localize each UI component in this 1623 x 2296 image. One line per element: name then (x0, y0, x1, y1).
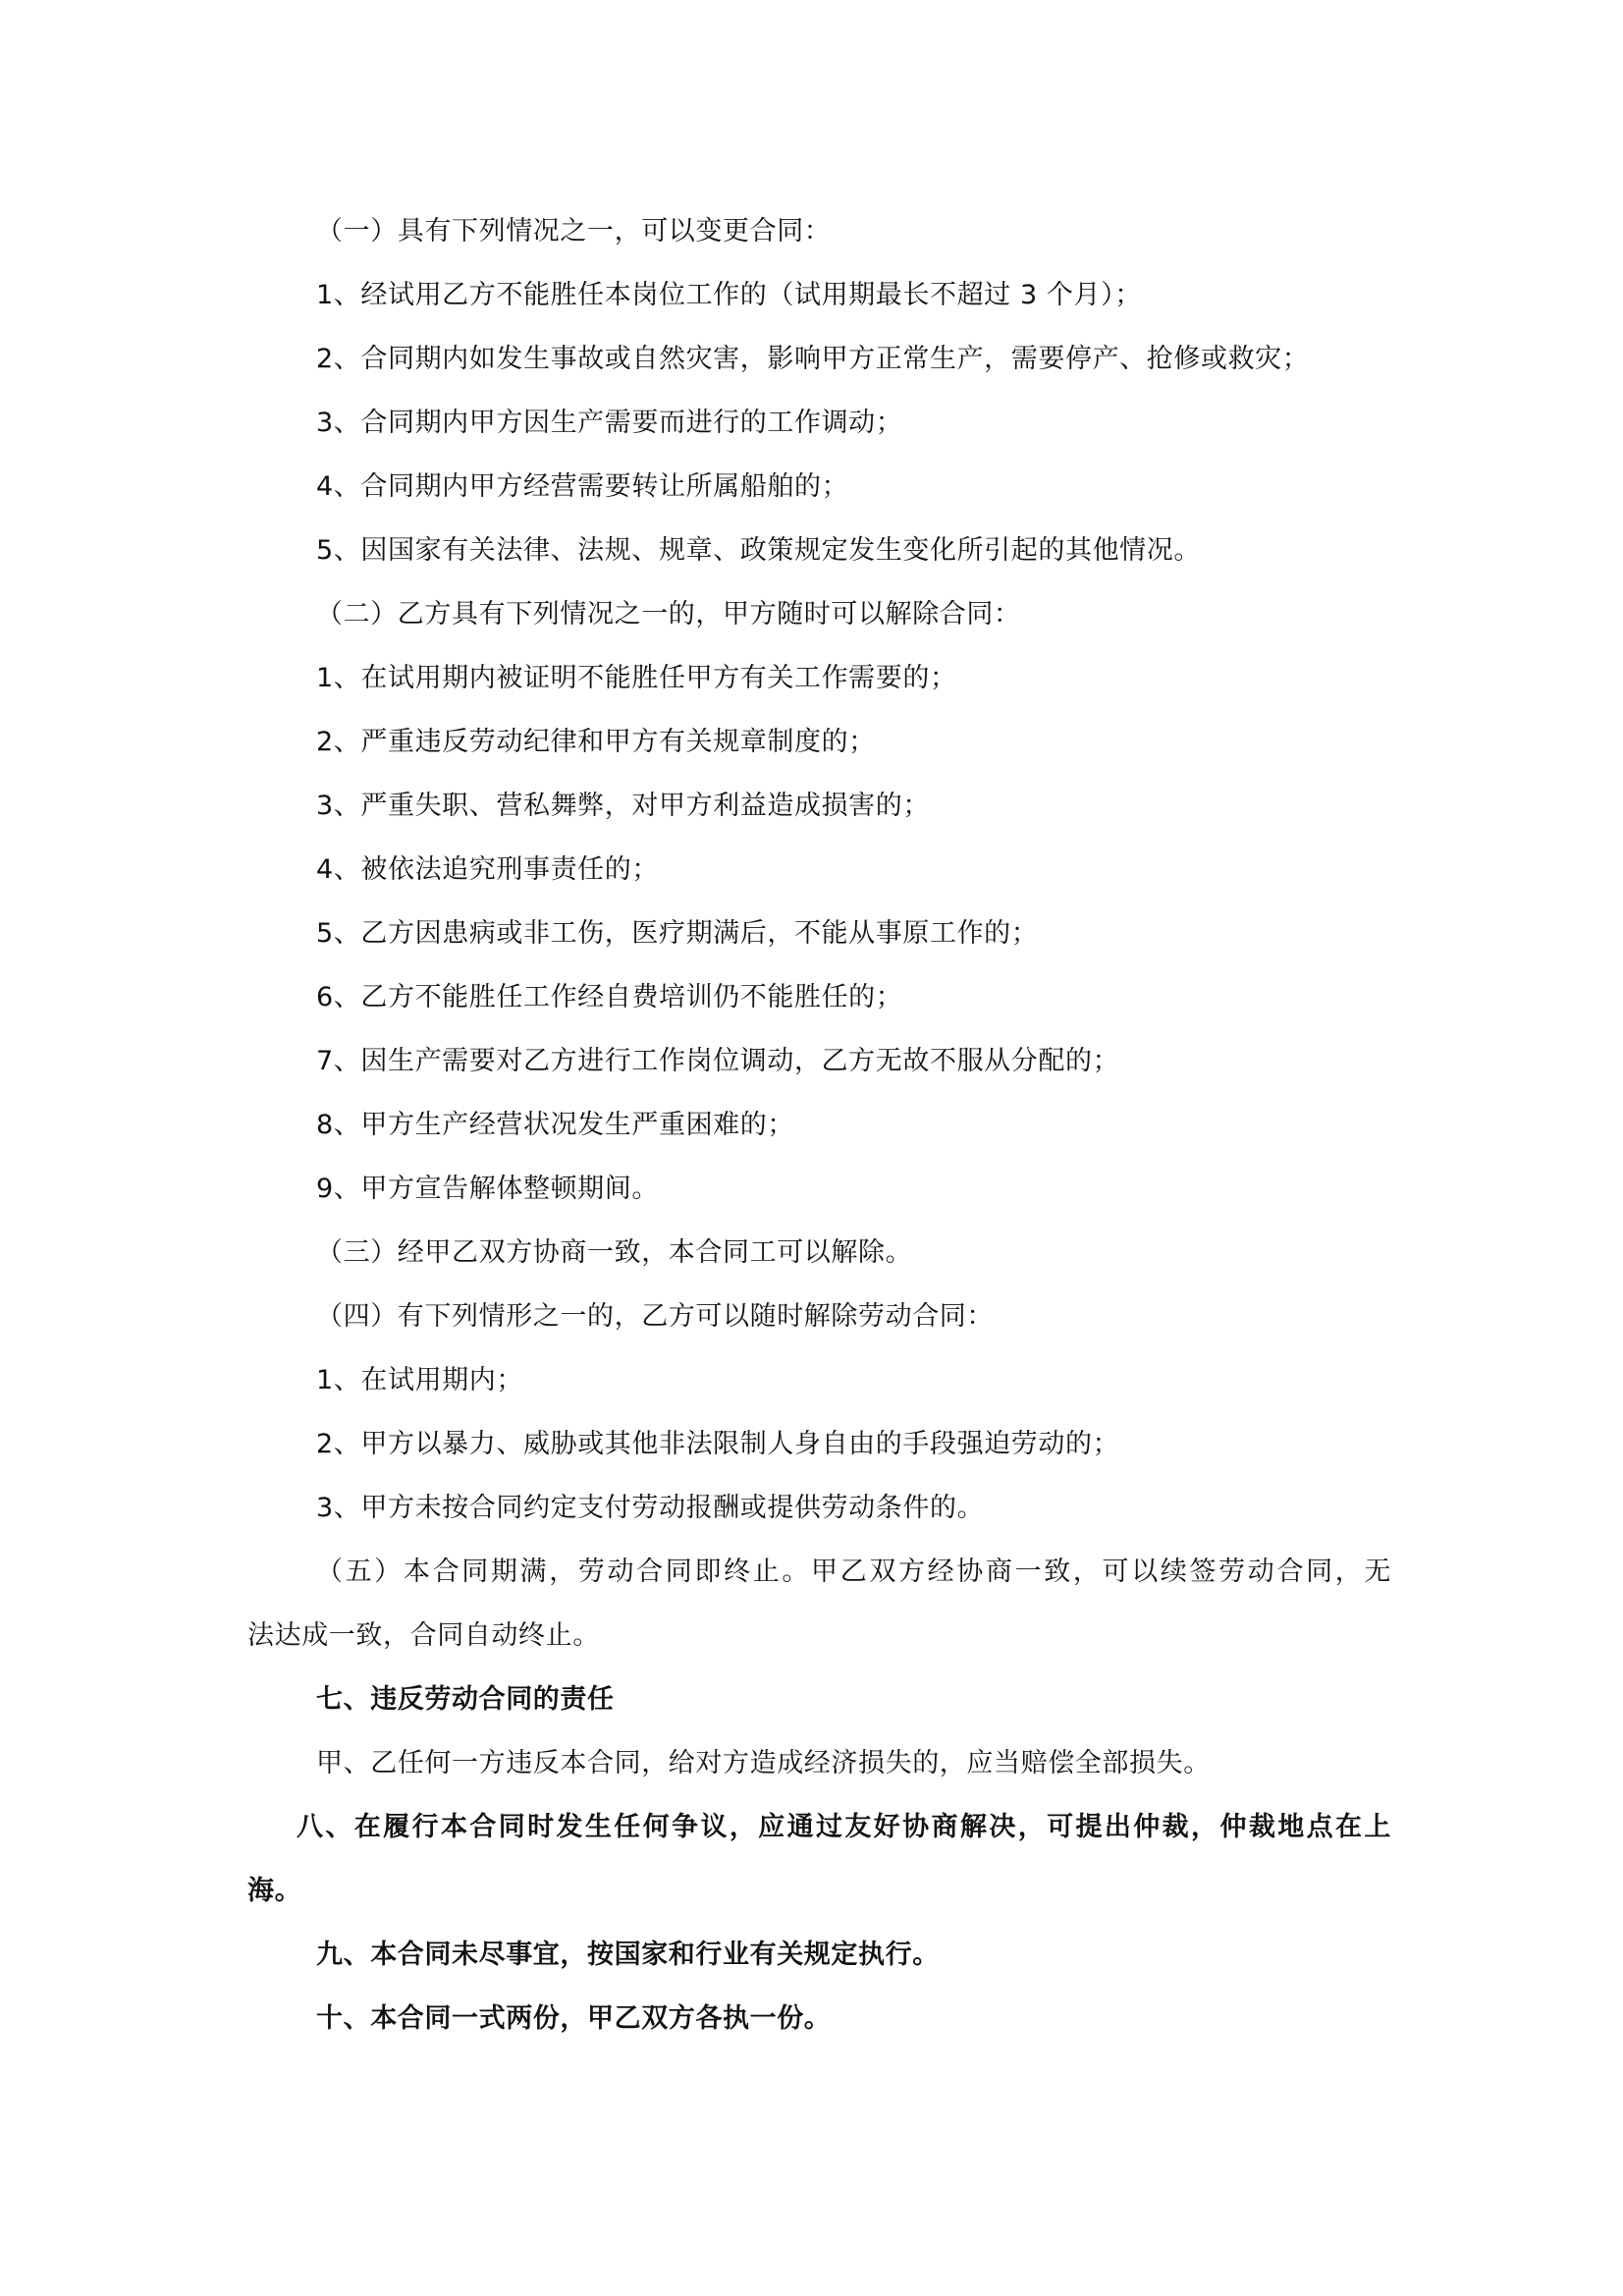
section-4-item-1: 1、在试用期内； (316, 1365, 523, 1395)
section-5-line-2: 法达成一致，合同自动终止。 (247, 1620, 600, 1651)
section-3-heading: （三）经甲乙双方协商一致，本合同工可以解除。 (316, 1237, 913, 1268)
section-2-item-9: 9、甲方宣告解体整顿期间。 (316, 1174, 659, 1204)
section-1-item-5: 5、因国家有关法律、法规、规章、政策规定发生变化所引起的其他情况。 (316, 535, 1201, 566)
section-2-item-4: 4、被依法追究刑事责任的； (316, 854, 659, 885)
section-2-item-2: 2、严重违反劳动纪律和甲方有关规章制度的； (316, 727, 876, 757)
article-9: 九、本合同未尽事宜，按国家和行业有关规定执行。 (316, 1940, 940, 1970)
section-2-item-5: 5、乙方因患病或非工伤，医疗期满后，不能从事原工作的； (316, 918, 1039, 949)
article-7-text: 甲、乙任何一方违反本合同，给对方造成经济损失的，应当赔偿全部损失。 (316, 1748, 1211, 1778)
article-8-line-1: 八、在履行本合同时发生任何争议，应通过友好协商解决，可提出仲裁，仲裁地点在上 (297, 1812, 1391, 1842)
section-1-heading: （一）具有下列情况之一，可以变更合同： (316, 216, 832, 246)
section-2-item-8: 8、甲方生产经营状况发生严重困难的； (316, 1110, 794, 1140)
article-10: 十、本合同一式两份，甲乙双方各执一份。 (316, 2003, 832, 2034)
article-8-line-2: 海。 (247, 1876, 302, 1906)
section-2-item-3: 3、严重失职、营私舞弊，对甲方利益造成损害的； (316, 791, 930, 821)
section-4-item-3: 3、甲方未按合同约定支付劳动报酬或提供劳动条件的。 (316, 1493, 985, 1523)
section-1-item-4: 4、合同期内甲方经营需要转让所属船舶的； (316, 471, 849, 502)
section-1-item-2: 2、合同期内如发生事故或自然灾害，影响甲方正常生产，需要停产、抢修或救灾； (316, 344, 1310, 374)
section-2-item-7: 7、因生产需要对乙方进行工作岗位调动，乙方无故不服从分配的； (316, 1046, 1120, 1076)
section-4-item-2: 2、甲方以暴力、威胁或其他非法限制人身自由的手段强迫劳动的； (316, 1429, 1120, 1459)
article-7-heading: 七、违反劳动合同的责任 (316, 1684, 615, 1715)
section-1-item-3: 3、合同期内甲方因生产需要而进行的工作调动； (316, 408, 903, 438)
section-1-item-1: 1、经试用乙方不能胜任本岗位工作的（试用期最长不超过 3 个月）； (316, 280, 1142, 310)
section-5-line-1: （五）本合同期满，劳动合同即终止。甲乙双方经协商一致，可以续签劳动合同，无 (316, 1557, 1391, 1587)
section-2-heading: （二）乙方具有下列情况之一的，甲方随时可以解除合同： (316, 599, 1021, 629)
section-2-item-6: 6、乙方不能胜任工作经自费培训仍不能胜任的； (316, 982, 903, 1012)
section-2-item-1: 1、在试用期内被证明不能胜任甲方有关工作需要的； (316, 663, 957, 693)
section-4-heading: （四）有下列情形之一的，乙方可以随时解除劳动合同： (316, 1301, 994, 1332)
